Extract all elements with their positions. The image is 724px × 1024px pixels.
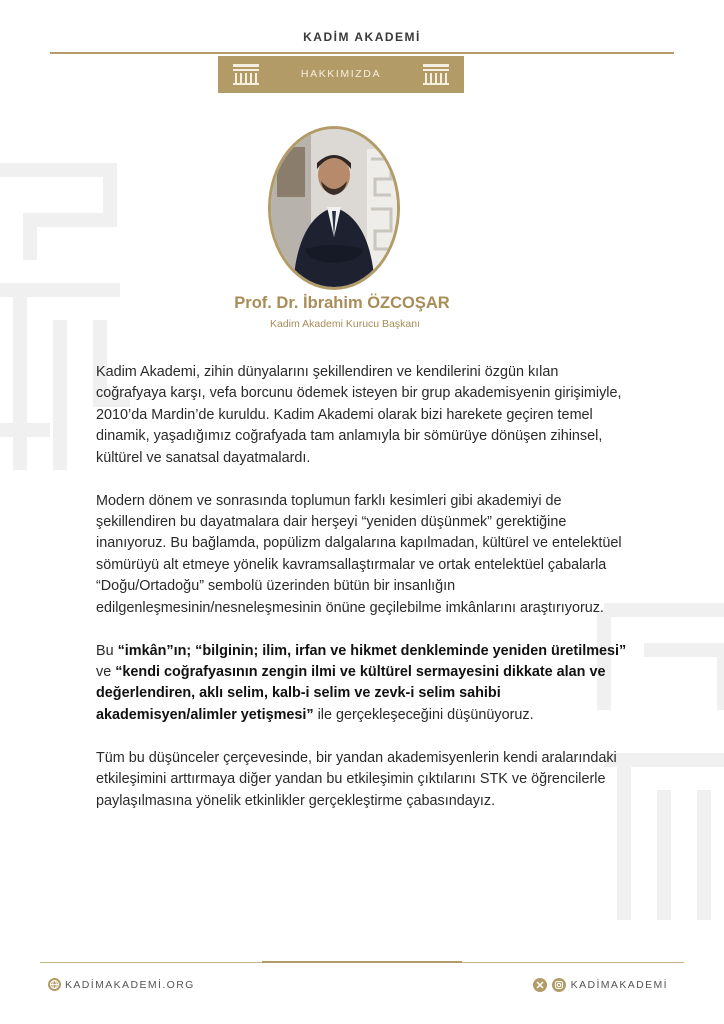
paragraph-1: Kadim Akademi, zihin dünyalarını şekillendiren ve kendilerini özgün kılan coğrafyaya karşı, vefa borcunu ödemek isteyen bir grup akademisyenin girişimiyle, 2010’da Mardin’de kuruldu. Kadim Akademi olarak bizi harekete geçiren temel dinamik, yaşadığımız coğrafyada tam anlamıyla bir sömürüye dönüşen zihinsel, kültürel ve sanatsal dayatmalardı.	[96, 364, 622, 466]
header-divider	[50, 52, 674, 54]
paragraph-3-bold: “kendi coğrafyasının zengin ilmi ve kültürel sermayesini dikkate alan ve değerlendiren, aklı selim, kalb-i selim ve zevk-i selim sahibi akademisyen/alimler yetişmesi”	[96, 664, 606, 723]
paragraph-3-bold: “imkân”ın; “bilginin; ilim, irfan ve hikmet denkleminde yeniden üretilmesi”	[117, 642, 627, 659]
social-handle: KADİMAKADEMİ	[570, 979, 668, 991]
profile-role: Kadim Akademi Kurucu Başkanı	[270, 318, 420, 330]
website-link[interactable]	[48, 978, 195, 991]
footer-divider-accent	[262, 961, 462, 963]
paragraph-2: Modern dönem ve sonrasında toplumun farklı kesimleri gibi akademiyi de şekillendiren bu dayatmalara dair herşeyi “yeniden düşünmek” gerektiğine inanıyoruz. Bu bağlamda, popülizm dalgalarına kapılmadan, kültürel ve entelektüel sömürüyü alt etmeye yönelik kavramsallaştırmalar ve ortak entelektüel çabalarla “Doğu/Ortadoğu” sembolü üzerinden bütün bir insanlığın edilgenleşmesinin/nesneleşmesinin önüne geçilebilme imkânlarını araştırıyoruz.	[96, 492, 622, 616]
header-title: KADİM AKADEMİ	[303, 30, 421, 44]
website-text: KADİMAKADEMİ.ORG	[65, 978, 195, 991]
person-portrait-image	[271, 129, 397, 287]
paragraph-4: Tüm bu düşünceler çerçevesinde, bir yandan akademisyenlerin kendi aralarındaki etkileşimini arttırmaya diğer yandan bu etkileşimin çıktılarını STK ve öğrencilerle paylaşılmasına yönelik etkinlikler gerçekleştirme çabasındayız.	[96, 749, 617, 809]
profile-photo	[271, 129, 397, 287]
instagram-icon[interactable]	[552, 978, 566, 992]
about-text	[96, 362, 628, 834]
paragraph-3-text: Bu	[96, 642, 118, 659]
paragraph-3-text: ve	[96, 664, 116, 681]
x-icon[interactable]	[533, 978, 547, 992]
banner-label: HAKKIMIZDA	[300, 68, 382, 80]
academy-logo-icon	[422, 63, 450, 85]
globe-icon	[48, 978, 61, 991]
profile-photo-frame	[268, 126, 400, 290]
profile-name: Prof. Dr. İbrahim ÖZCOŞAR	[234, 294, 450, 312]
paragraph-3	[96, 641, 628, 727]
section-banner	[218, 56, 464, 93]
social-links	[533, 978, 668, 992]
paragraph-3-text: ile gerçekleşeceğini düşünüyoruz.	[313, 706, 534, 723]
